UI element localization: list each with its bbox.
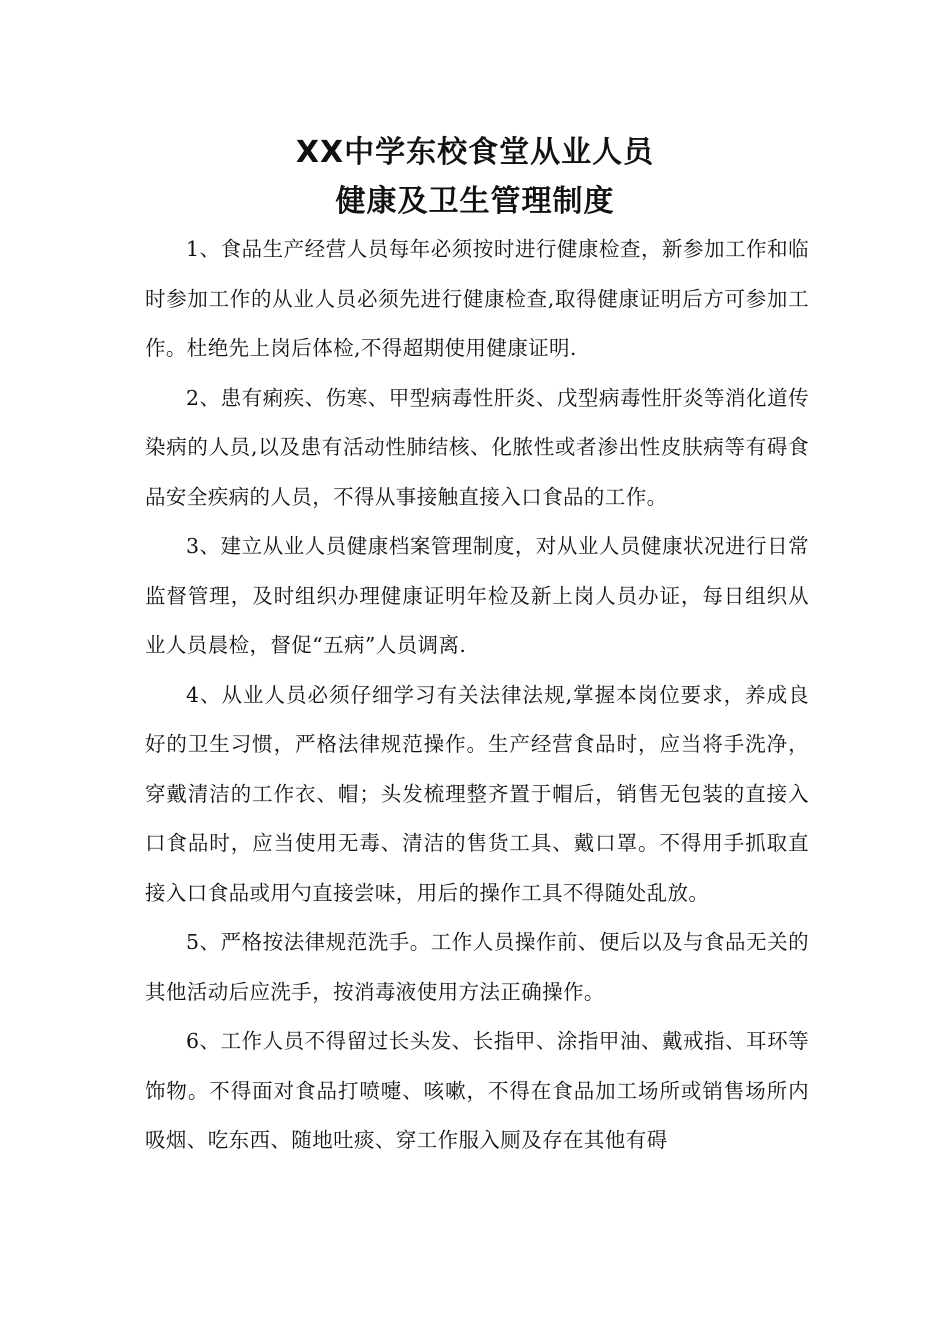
document-title-line-1: XX中学东校食堂从业人员 [295,135,655,170]
paragraph-6: 6、工作人员不得留过长头发、长指甲、涂指甲油、戴戒指、耳环等饰物。不得面对食品打喷嚏、咳嗽，不得在食品加工场所或销售场所内吸烟、吃东西、随地吐痰、穿工作服入厕及存在其他有碍 [145,1029,809,1152]
document-title-line-2: 健康及卫生管理制度 [335,184,615,219]
paragraph-4: 4、从业人员必须仔细学习有关法律法规,掌握本岗位要求，养成良好的卫生习惯，严格法律规范操作。生产经营食品时，应当将手洗净，穿戴清洁的工作衣、帽；头发梳理整齐置于帽后，销售无包装的直接入口食品时，应当使用无毒、清洁的售货工具、戴口罩。不得用手抓取直接入口食品或用勺直接尝味，用后的操作工具不得随处乱放。 [145,682,809,905]
paragraph-5: 5、严格按法律规范洗手。工作人员操作前、便后以及与食品无关的其他活动后应洗手，按消毒液使用方法正确操作。 [145,930,809,1004]
document-body [145,225,809,1166]
paragraph-1: 1、食品生产经营人员每年必须按时进行健康检查，新参加工作和临时参加工作的从业人员必须先进行健康检查,取得健康证明后方可参加工作。杜绝先上岗后体检,不得超期使用健康证明. [145,237,809,360]
paragraph-3: 3、建立从业人员健康档案管理制度，对从业人员健康状况进行日常监督管理，及时组织办理健康证明年检及新上岗人员办证，每日组织从业人员晨检，督促“五病”人员调离. [145,534,809,657]
paragraph-2: 2、患有痢疾、伤寒、甲型病毒性肝炎、戊型病毒性肝炎等消化道传染病的人员,以及患有活动性肺结核、化脓性或者渗出性皮肤病等有碍食品安全疾病的人员，不得从事接触直接入口食品的工作。 [145,385,809,509]
